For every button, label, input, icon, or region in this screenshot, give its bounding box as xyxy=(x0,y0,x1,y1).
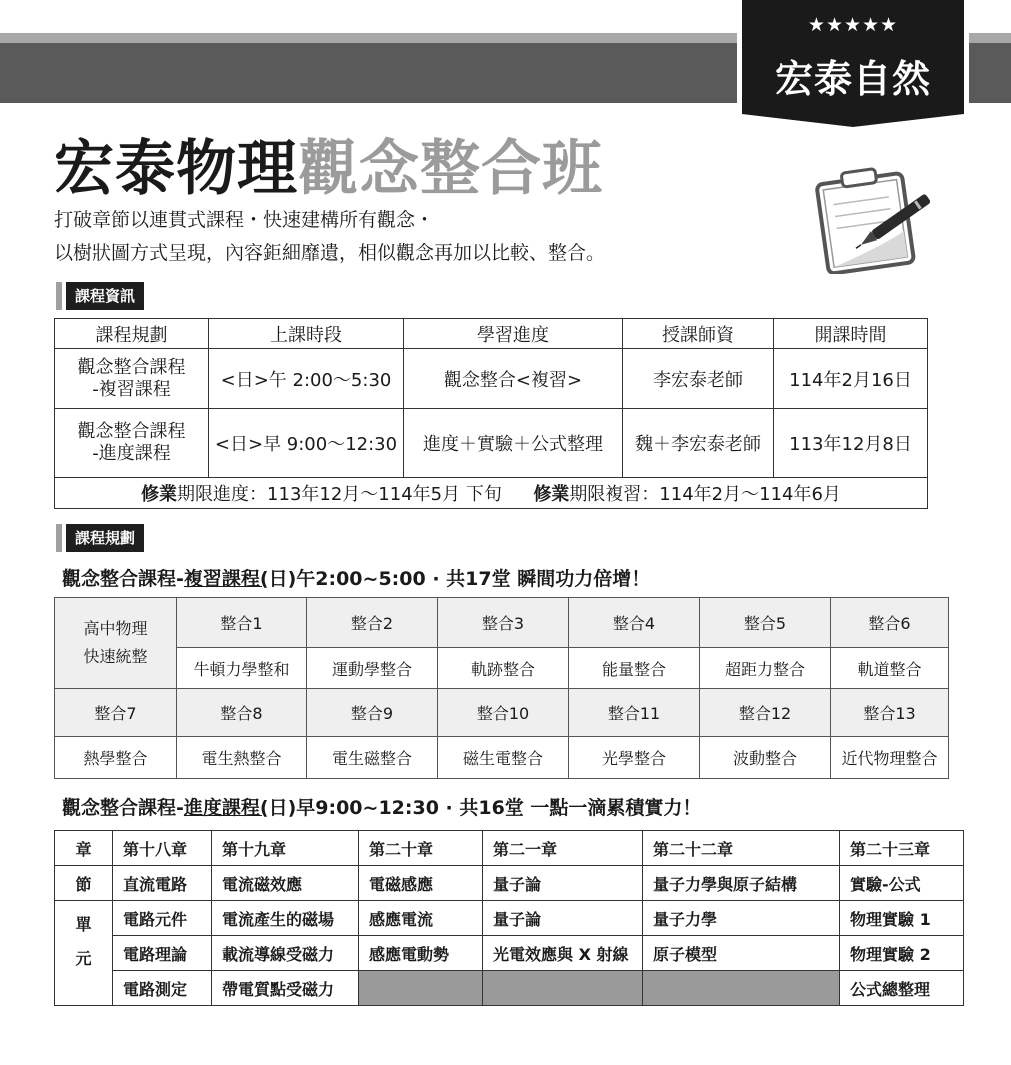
teacher-cell: 李宏泰老師 xyxy=(623,349,774,409)
unit-cell: 公式總整理 xyxy=(840,971,964,1006)
header-cell: 上課時段 xyxy=(209,319,404,349)
progress-course-heading xyxy=(62,793,701,820)
topic-cell: 熱學整合 xyxy=(55,737,177,779)
unit-cell: 感應電流 xyxy=(359,901,483,936)
term-footer-cell xyxy=(55,478,928,509)
section-label-plan: 課程規劃 xyxy=(66,524,144,552)
chapter-cell: 第十九章 xyxy=(212,831,359,866)
topic-cell: 超距力整合 xyxy=(700,648,831,689)
topic-cell: 光學整合 xyxy=(569,737,700,779)
section-marker xyxy=(56,282,62,310)
side-label: 元 xyxy=(75,949,92,968)
unit-cell: 電路元件 xyxy=(113,901,212,936)
heading-underlined: 進度課程( xyxy=(183,797,269,819)
time-cell: <日>午 2:00～5:30 xyxy=(209,349,404,409)
side-label: 節 xyxy=(55,866,113,901)
table-row xyxy=(55,598,949,648)
brand-badge xyxy=(737,0,969,132)
empty-cell xyxy=(643,971,840,1006)
chapter-cell: 第十八章 xyxy=(113,831,212,866)
heading-suffix: 日)早9:00~12:30 · 共16堂 一點一滴累積實力！ xyxy=(268,797,702,819)
description-line-2: 以樹狀圖方式呈現，內容鉅細靡遺，相似觀念再加以比較、整合。 xyxy=(54,242,606,264)
table-row xyxy=(55,689,949,737)
unit-cell: 物理實驗 1 xyxy=(840,901,964,936)
section-cell: 電磁感應 xyxy=(359,866,483,901)
unit-cell: 感應電動勢 xyxy=(359,936,483,971)
time-cell: <日>早 9:00～12:30 xyxy=(209,409,404,478)
section-cell: 直流電路 xyxy=(113,866,212,901)
plan-cell xyxy=(55,349,209,409)
unit-cell: 帶電質點受磁力 xyxy=(212,971,359,1006)
chapter-cell: 第二十二章 xyxy=(643,831,840,866)
header-cell: 授課師資 xyxy=(623,319,774,349)
chapter-cell: 第二十三章 xyxy=(840,831,964,866)
unit-cell: 量子力學 xyxy=(643,901,840,936)
unit-cell: 電路測定 xyxy=(113,971,212,1006)
header-cell: 學習進度 xyxy=(404,319,623,349)
section-row xyxy=(55,866,964,901)
topic-cell: 牛頓力學整和 xyxy=(177,648,307,689)
header-cell: 課程規劃 xyxy=(55,319,209,349)
term-text-2: 期限複習：114年2月～114年6月 xyxy=(569,484,841,505)
unit-cell: 物理實驗 2 xyxy=(840,936,964,971)
unit-cell: 量子論 xyxy=(483,901,643,936)
lesson-cell: 整合13 xyxy=(831,689,949,737)
unit-cell: 載流導線受磁力 xyxy=(212,936,359,971)
unit-cell: 原子模型 xyxy=(643,936,840,971)
table-row xyxy=(55,737,949,779)
badge-stars: ★★★★★ xyxy=(807,14,899,36)
plan-line-1: 觀念整合課程 xyxy=(77,356,186,378)
topic-cell: 軌道整合 xyxy=(831,648,949,689)
chapter-cell: 第二一章 xyxy=(483,831,643,866)
topic-cell: 電生熱整合 xyxy=(177,737,307,779)
plan-line-1: 觀念整合課程 xyxy=(77,421,186,442)
side-label: 單 xyxy=(75,915,92,934)
plan-cell xyxy=(55,409,209,478)
start-date-cell: 114年2月16日 xyxy=(774,349,928,409)
section-cell: 電流磁效應 xyxy=(212,866,359,901)
unit-row xyxy=(55,936,964,971)
chapter-cell: 第二十章 xyxy=(359,831,483,866)
empty-cell xyxy=(483,971,643,1006)
title-main: 宏泰物理 xyxy=(54,134,298,204)
progress-cell: 進度＋實驗＋公式整理 xyxy=(404,409,623,478)
topic-cell: 運動學整合 xyxy=(307,648,438,689)
page-title xyxy=(54,134,603,204)
topic-cell: 磁生電整合 xyxy=(438,737,569,779)
review-course-heading xyxy=(62,564,650,591)
lesson-cell: 整合1 xyxy=(177,598,307,648)
clipboard-pen-icon xyxy=(808,166,942,274)
unit-row xyxy=(55,901,964,936)
title-accent: 觀念整合班 xyxy=(298,134,603,204)
header-cell: 開課時間 xyxy=(774,319,928,349)
lesson-cell: 整合6 xyxy=(831,598,949,648)
lesson-cell: 整合4 xyxy=(569,598,700,648)
topic-cell: 波動整合 xyxy=(700,737,831,779)
progress-course-table xyxy=(54,830,964,1006)
topic-cell: 能量整合 xyxy=(569,648,700,689)
section-cell: 量子力學與原子結構 xyxy=(643,866,840,901)
lesson-cell: 整合10 xyxy=(438,689,569,737)
progress-cell: 觀念整合<複習> xyxy=(404,349,623,409)
lesson-cell: 整合3 xyxy=(438,598,569,648)
topic-line-2: 快速統整 xyxy=(83,647,148,666)
chapter-row xyxy=(55,831,964,866)
heading-prefix: 觀念整合課程- xyxy=(62,568,184,590)
review-course-table xyxy=(54,597,949,779)
plan-line-2: -複習課程 xyxy=(92,378,171,400)
topic-cell xyxy=(55,598,177,689)
unit-cell: 電流產生的磁場 xyxy=(212,901,359,936)
term-label-2: 修業 xyxy=(533,484,570,505)
unit-cell: 電路理論 xyxy=(113,936,212,971)
lesson-cell: 整合5 xyxy=(700,598,831,648)
term-footer-row xyxy=(55,478,928,509)
section-cell: 量子論 xyxy=(483,866,643,901)
teacher-cell: 魏＋李宏泰老師 xyxy=(623,409,774,478)
description-line-1: 打破章節以連貫式課程・快速建構所有觀念・ xyxy=(54,209,435,231)
unit-row xyxy=(55,971,964,1006)
topic-cell: 電生磁整合 xyxy=(307,737,438,779)
side-label: 章 xyxy=(55,831,113,866)
table-row xyxy=(55,349,928,409)
section-cell: 實驗-公式 xyxy=(840,866,964,901)
course-info-table xyxy=(54,318,928,509)
start-date-cell: 113年12月8日 xyxy=(774,409,928,478)
term-label-1: 修業 xyxy=(141,484,178,505)
lesson-cell: 整合2 xyxy=(307,598,438,648)
empty-cell xyxy=(359,971,483,1006)
lesson-cell: 整合11 xyxy=(569,689,700,737)
topic-cell: 軌跡整合 xyxy=(438,648,569,689)
lesson-cell: 整合7 xyxy=(55,689,177,737)
section-label-info: 課程資訊 xyxy=(66,282,144,310)
plan-line-2: -進度課程 xyxy=(92,443,171,464)
lesson-cell: 整合8 xyxy=(177,689,307,737)
table-header-row xyxy=(55,319,928,349)
lesson-cell: 整合12 xyxy=(700,689,831,737)
topic-line-1: 高中物理 xyxy=(83,619,148,638)
heading-prefix: 觀念整合課程- xyxy=(62,797,184,819)
badge-text: 宏泰自然 xyxy=(774,57,931,101)
heading-suffix: 日)午2:00~5:00 · 共17堂 瞬間功力倍增！ xyxy=(268,568,651,590)
section-marker xyxy=(56,524,62,552)
heading-underlined: 複習課程( xyxy=(183,568,269,590)
table-row xyxy=(55,409,928,478)
lesson-cell: 整合9 xyxy=(307,689,438,737)
topic-cell: 近代物理整合 xyxy=(831,737,949,779)
side-label-unit xyxy=(55,901,113,1006)
table-row xyxy=(55,648,949,689)
unit-cell: 光電效應與 X 射線 xyxy=(483,936,643,971)
term-text-1: 期限進度：113年12月～114年5月 下旬 xyxy=(177,484,502,505)
